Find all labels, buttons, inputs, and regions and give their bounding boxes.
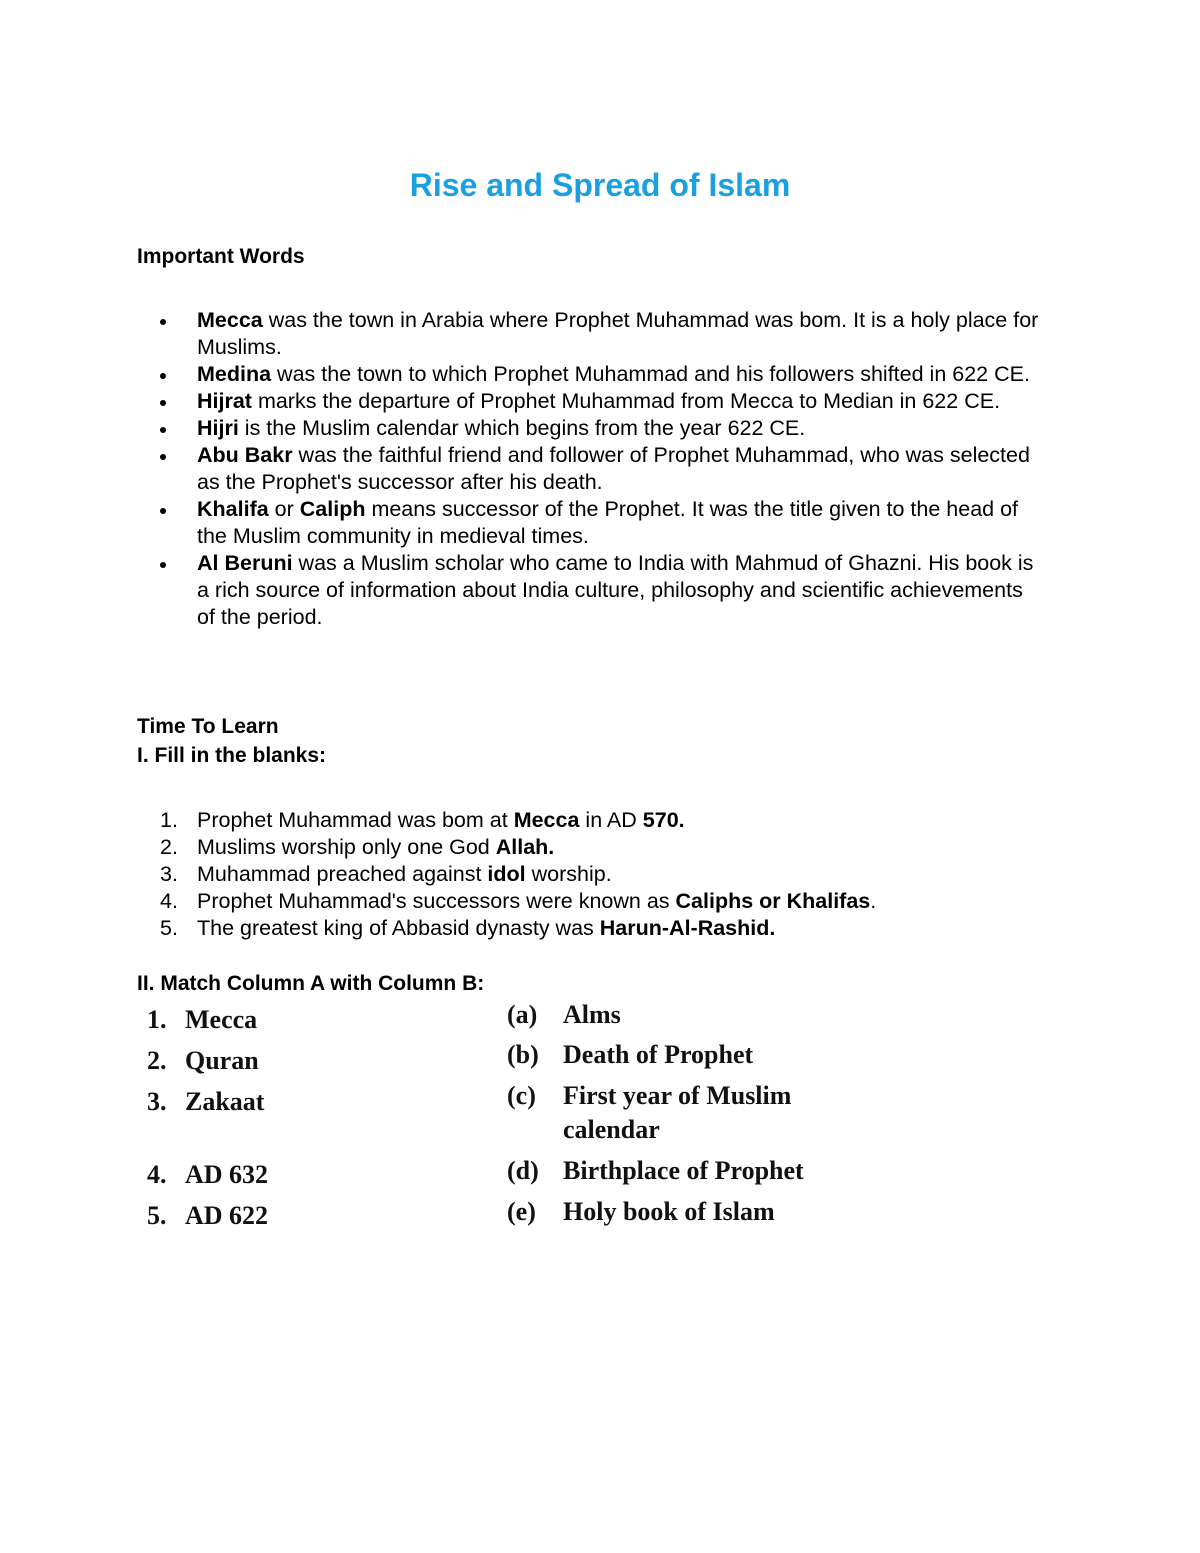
fill-blank-item xyxy=(160,861,1060,888)
column-b-letter: (e) xyxy=(507,1197,536,1226)
important-word-text: means successor of the Prophet. It was the title given to the head of the Muslim community in medieval times. xyxy=(197,497,1019,548)
bullet-icon xyxy=(160,319,166,325)
bullet-icon xyxy=(160,400,166,406)
column-b-text: Birthplace of Prophet xyxy=(563,1156,804,1185)
fill-blank-item xyxy=(160,888,1060,915)
important-word-bold-term: Medina xyxy=(197,362,272,386)
important-word-bold-term: Al Beruni xyxy=(197,551,293,575)
column-b-item xyxy=(507,1000,621,1030)
important-word-bold-term: Hijri xyxy=(197,416,239,440)
column-b-item xyxy=(507,1081,791,1145)
important-word-bold-term: Mecca xyxy=(197,308,263,332)
fill-blank-answer: idol xyxy=(487,862,526,886)
fill-blanks-heading: I. Fill in the blanks: xyxy=(137,744,327,767)
column-a-text: Mecca xyxy=(185,1005,258,1034)
important-word-bold-term: Caliph xyxy=(299,497,366,521)
important-word-bold-term: Khalifa xyxy=(197,497,269,521)
fill-blank-item xyxy=(160,834,1060,861)
important-word-item xyxy=(160,496,1040,550)
fill-blanks-list xyxy=(160,807,1060,942)
column-b-item xyxy=(507,1197,775,1227)
fill-blank-text: Muhammad preached against xyxy=(197,862,488,886)
column-a-text: Quran xyxy=(185,1046,259,1075)
column-b-letter: (a) xyxy=(507,1000,538,1029)
column-a-number: 5. xyxy=(147,1201,167,1230)
important-word-item xyxy=(160,361,1040,388)
fill-blank-text: Prophet Muhammad's successors were known as xyxy=(197,889,676,913)
bullet-icon xyxy=(160,454,166,460)
important-word-text: was a Muslim scholar who came to India with Mahmud of Ghazni. His book is a rich source of information about India culture, philosophy and scientific achievements of the period. xyxy=(197,551,1034,629)
bullet-icon xyxy=(160,427,166,433)
item-number: 2. xyxy=(160,835,178,859)
column-b-text: Death of Prophet xyxy=(563,1040,754,1069)
bullet-icon xyxy=(160,562,166,568)
important-word-text: was the town to which Prophet Muhammad and his followers shifted in 622 CE. xyxy=(271,362,1030,386)
item-number: 1. xyxy=(160,808,178,832)
fill-blank-text: in AD xyxy=(579,808,643,832)
column-a-text: AD 622 xyxy=(185,1201,269,1230)
column-b-text: First year of Muslim xyxy=(563,1081,792,1110)
fill-blank-answer: Caliphs or Khalifas xyxy=(675,889,871,913)
fill-blank-text: Prophet Muhammad was bom at xyxy=(197,808,514,832)
column-a-number: 1. xyxy=(147,1005,167,1034)
item-number: 3. xyxy=(160,862,178,886)
column-b-letter: (c) xyxy=(507,1081,536,1110)
column-b-item xyxy=(507,1156,804,1186)
bullet-icon xyxy=(160,373,166,379)
important-word-item xyxy=(160,307,1040,361)
column-a-item xyxy=(147,1005,257,1035)
match-columns-heading: II. Match Column A with Column B: xyxy=(137,972,485,995)
item-number: 5. xyxy=(160,916,178,940)
column-b-text: Holy book of Islam xyxy=(563,1197,775,1226)
column-b-text: Alms xyxy=(563,1000,621,1029)
column-b-letter: (d) xyxy=(507,1156,539,1185)
important-word-item xyxy=(160,442,1040,496)
column-a-number: 2. xyxy=(147,1046,167,1075)
important-word-item xyxy=(160,550,1040,631)
fill-blank-text: . xyxy=(870,889,877,913)
important-word-bold-term: Hijrat xyxy=(197,389,252,413)
important-word-text: marks the departure of Prophet Muhammad from Mecca to Median in 622 CE. xyxy=(251,389,1001,413)
column-a-item xyxy=(147,1087,264,1117)
column-a-item xyxy=(147,1160,268,1190)
fill-blank-text: The greatest king of Abbasid dynasty was xyxy=(197,916,600,940)
fill-blank-answer: Allah. xyxy=(495,835,555,859)
fill-blank-text: worship. xyxy=(525,862,612,886)
important-words-heading: Important Words xyxy=(137,245,305,268)
fill-blank-answer: 570. xyxy=(642,808,685,832)
column-a-item xyxy=(147,1046,259,1076)
bullet-icon xyxy=(160,508,166,514)
important-word-item xyxy=(160,388,1040,415)
fill-blank-item xyxy=(160,807,1060,834)
page-title: Rise and Spread of Islam xyxy=(409,167,791,203)
item-number: 4. xyxy=(160,889,178,913)
important-words-list xyxy=(160,307,1040,631)
fill-blank-text: Muslims worship only one God xyxy=(197,835,496,859)
important-word-text: was the faithful friend and follower of Prophet Muhammad, who was selected as the Prophet's successor after his death. xyxy=(197,443,1030,494)
important-word-text: is the Muslim calendar which begins from the year 622 CE. xyxy=(238,416,806,440)
fill-blank-answer: Mecca xyxy=(513,808,580,832)
important-word-text: was the town in Arabia where Prophet Muhammad was bom. It is a holy place for Muslims. xyxy=(197,308,1039,359)
column-b-item xyxy=(507,1040,753,1070)
important-word-text: or xyxy=(268,497,300,521)
time-to-learn-heading: Time To Learn xyxy=(137,715,279,738)
column-a-text: Zakaat xyxy=(185,1087,265,1116)
important-word-bold-term: Abu Bakr xyxy=(197,443,293,467)
column-b-letter: (b) xyxy=(507,1040,539,1069)
important-word-item xyxy=(160,415,1040,442)
fill-blank-item xyxy=(160,915,1060,942)
column-a-number: 4. xyxy=(147,1160,167,1189)
column-a-text: AD 632 xyxy=(185,1160,269,1189)
column-a-number: 3. xyxy=(147,1087,167,1116)
column-b-text-continued: calendar xyxy=(563,1115,660,1144)
fill-blank-answer: Harun-Al-Rashid. xyxy=(599,916,776,940)
column-a-item xyxy=(147,1201,268,1231)
